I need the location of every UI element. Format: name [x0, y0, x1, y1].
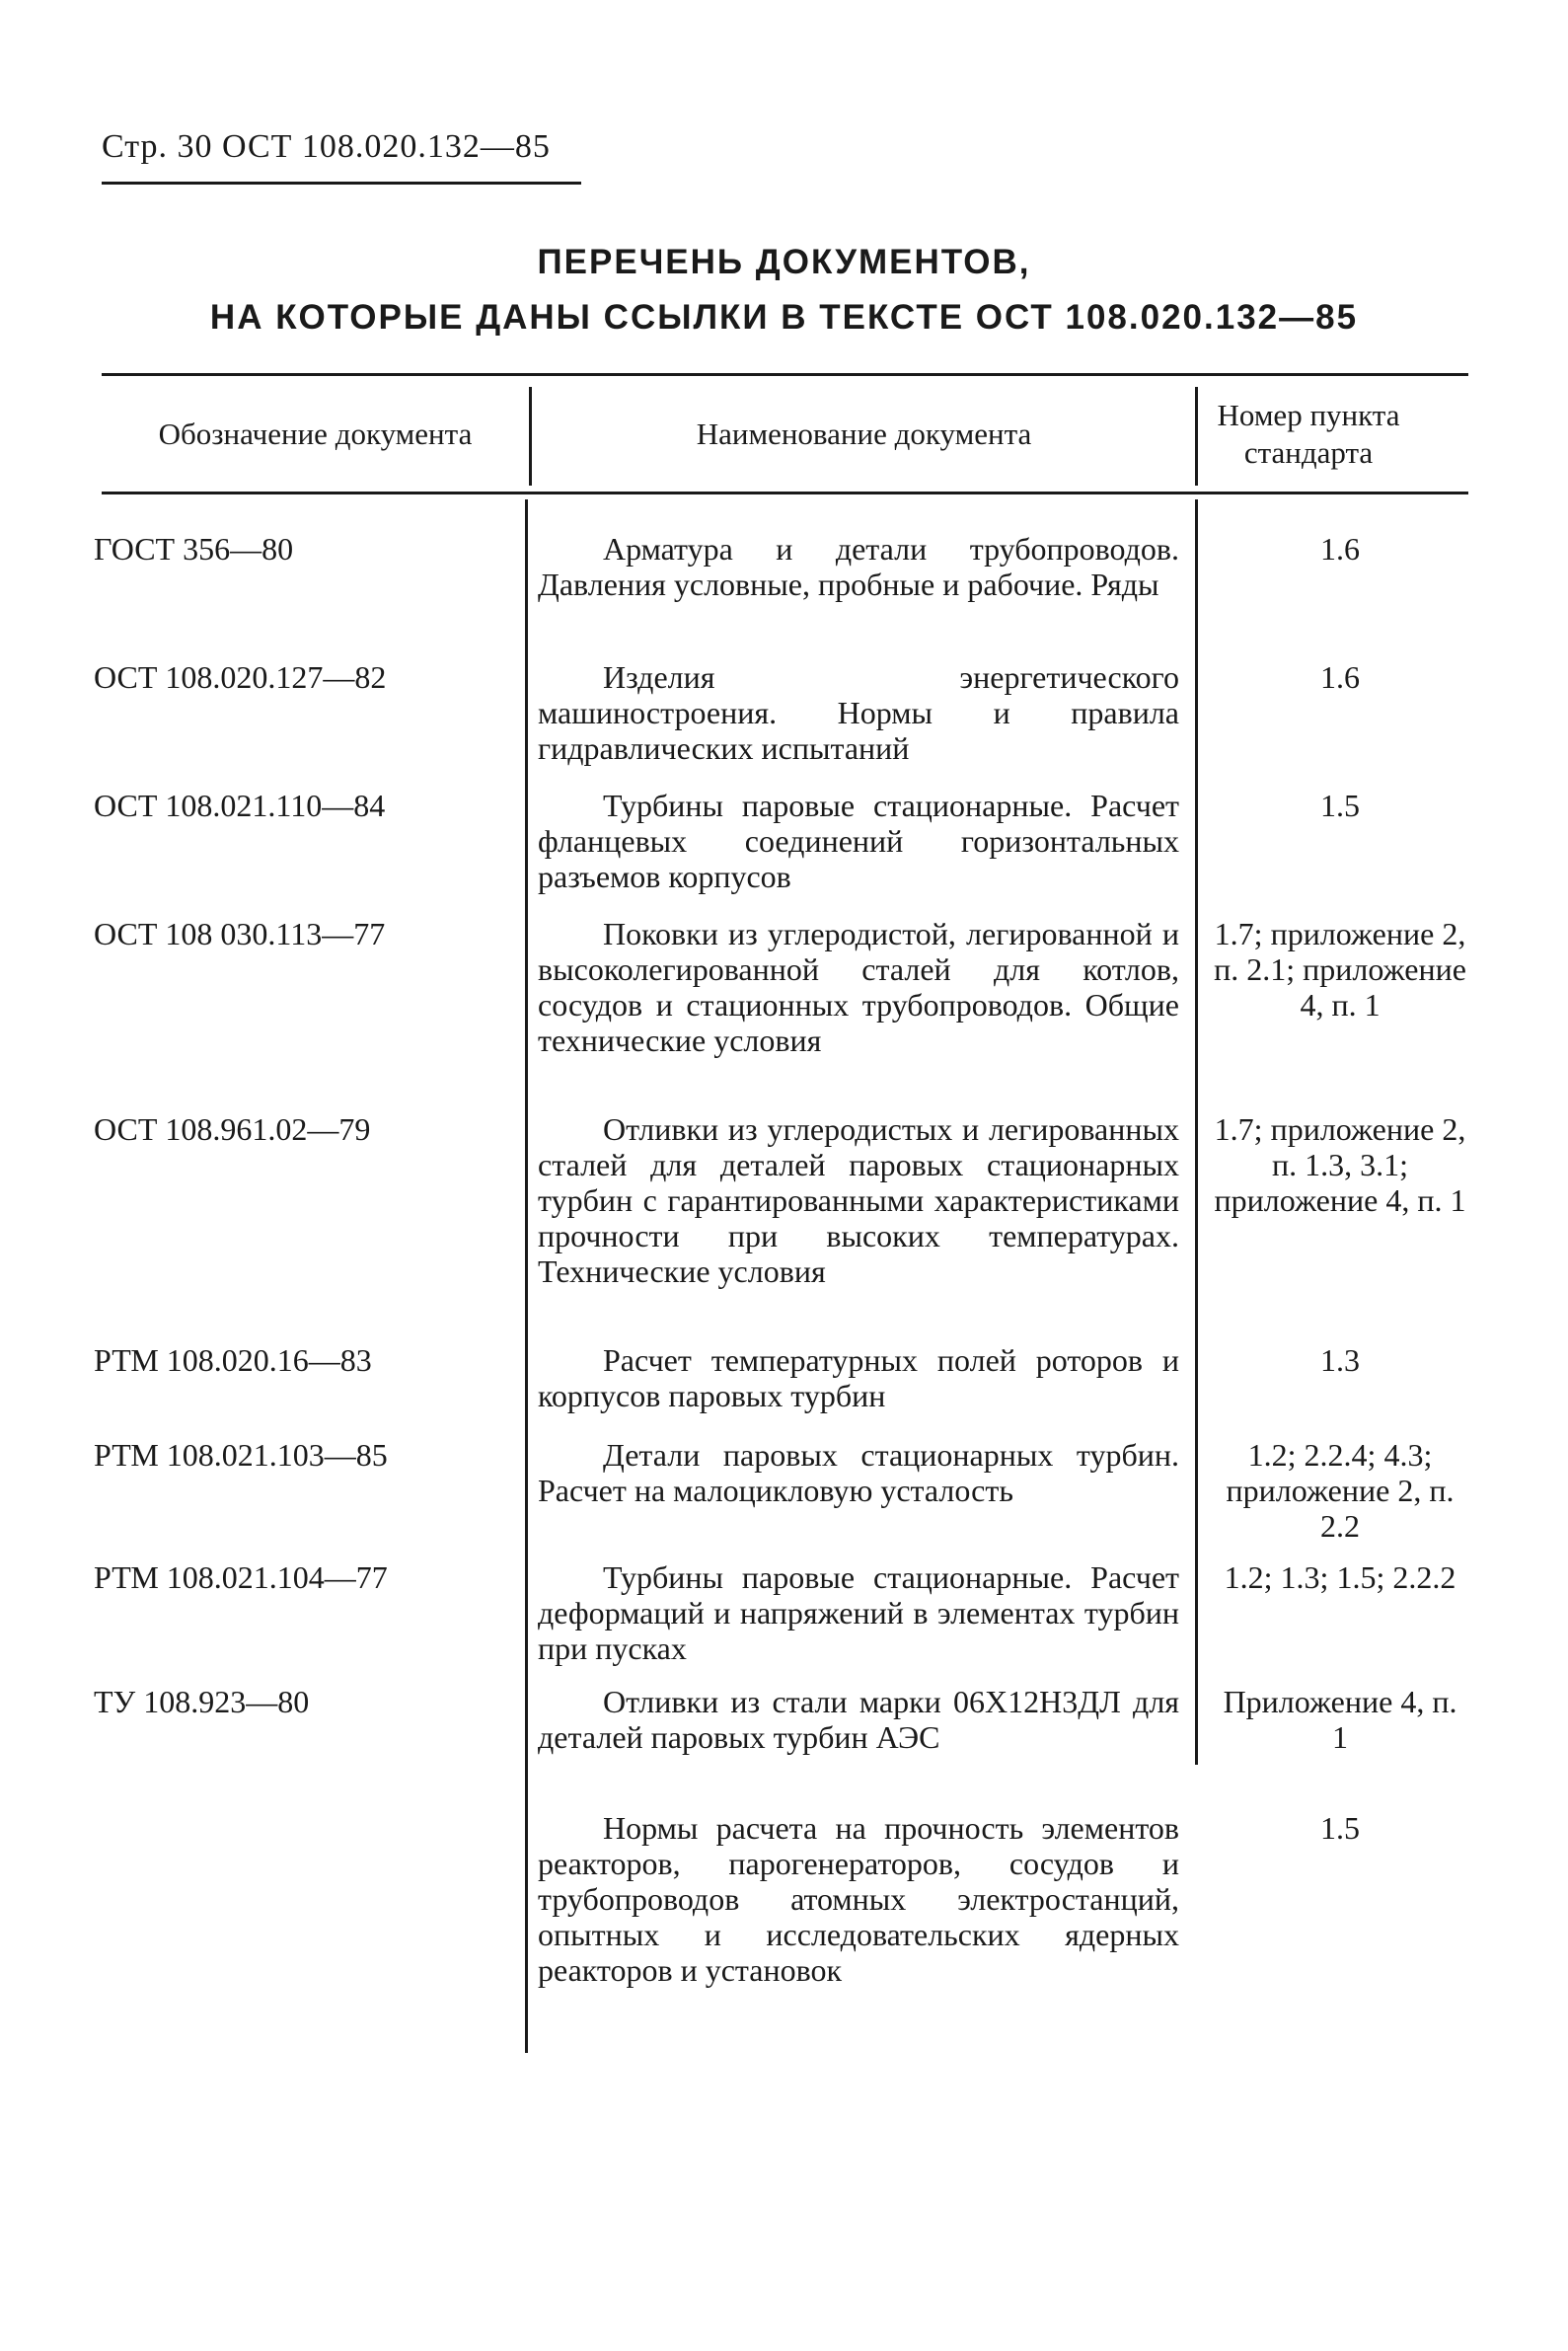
clause-number: 1.6 — [1320, 531, 1360, 567]
document-designation: РТМ 108.021.104—77 — [94, 1559, 388, 1595]
clause-number: 1.3 — [1320, 1342, 1360, 1378]
clause-number: 1.6 — [1320, 659, 1360, 695]
clause-number: 1.2; 2.2.4; 4.3; приложение 2, п. 2.2 — [1226, 1437, 1455, 1544]
column-header-name: Наименование документа — [696, 417, 1032, 451]
document-name: Поковки из углеродистой, легированной и высоколегированной сталей для котлов, сосудов и стационных трубопроводов. Общие технические условия — [538, 916, 1179, 1058]
document-name: Нормы расчета на прочность элементов реакторов, парогенераторов, сосудов и трубопроводов атомных электростанций, опытных и исследовательских ядерных реакторов и установок — [538, 1810, 1179, 1988]
document-designation: ОСТ 108.021.110—84 — [94, 788, 386, 823]
document-name: Расчет температурных полей роторов и корпусов паровых турбин — [538, 1342, 1179, 1413]
document-title-line-2: НА КОТОРЫЕ ДАНЫ ССЫЛКИ В ТЕКСТЕ ОСТ 108.020.132—85 — [209, 298, 1359, 337]
header-underline — [102, 182, 581, 185]
document-name: Отливки из стали марки 06Х12Н3ДЛ для деталей паровых турбин АЭС — [538, 1684, 1179, 1755]
clause-number: 1.7; приложение 2, п. 1.3, 3.1; приложение 4, п. 1 — [1214, 1111, 1466, 1218]
document-designation: ГОСТ 356—80 — [94, 531, 294, 567]
column-header-clause: Номер пункта стандарта — [1217, 398, 1400, 470]
document-designation: ОСТ 108 030.113—77 — [94, 916, 386, 951]
document-designation: РТМ 108.020.16—83 — [94, 1342, 372, 1378]
table-top-rule — [102, 373, 1468, 376]
header-divider-2 — [1195, 387, 1198, 486]
document-designation: ТУ 108.923—80 — [94, 1684, 310, 1719]
document-name: Арматура и детали трубопроводов. Давления условные, пробные и рабочие. Ряды — [538, 531, 1179, 602]
document-designation: ОСТ 108.961.02—79 — [94, 1111, 371, 1147]
clause-number: 1.5 — [1320, 1810, 1360, 1846]
document-name: Отливки из углеродистых и легированных сталей для деталей паровых стационарных турбин с гарантированными характеристиками прочности при высоких температурах. Технические условия — [538, 1111, 1179, 1289]
page-header: Стр. 30 ОСТ 108.020.132—85 — [102, 128, 551, 165]
header-divider-1 — [529, 387, 532, 486]
column-divider-2 — [1195, 499, 1198, 1765]
clause-number: 1.7; приложение 2, п. 2.1; приложение 4, п. 1 — [1214, 916, 1466, 1023]
document-name: Турбины паровые стационарные. Расчет деформаций и напряжений в элементах турбин при пусках — [538, 1559, 1179, 1666]
document-designation: РТМ 108.021.103—85 — [94, 1437, 388, 1473]
clause-number: 1.2; 1.3; 1.5; 2.2.2 — [1224, 1559, 1456, 1595]
clause-number: Приложение 4, п. 1 — [1223, 1684, 1457, 1755]
column-header-designation: Обозначение документа — [158, 417, 473, 451]
document-name: Турбины паровые стационарные. Расчет фланцевых соединений горизонтальных разъемов корпусов — [538, 788, 1179, 894]
document-name: Изделия энергетического машиностроения. Нормы и правила гидравлических испытаний — [538, 659, 1179, 766]
document-name: Детали паровых стационарных турбин. Расчет на малоцикловую усталость — [538, 1437, 1179, 1508]
clause-number: 1.5 — [1320, 788, 1360, 823]
document-designation: ОСТ 108.020.127—82 — [94, 659, 387, 695]
column-divider-1 — [525, 499, 528, 2053]
document-title-line-1: ПЕРЕЧЕНЬ ДОКУМЕНТОВ, — [537, 243, 1031, 281]
table-header-rule — [102, 492, 1468, 494]
